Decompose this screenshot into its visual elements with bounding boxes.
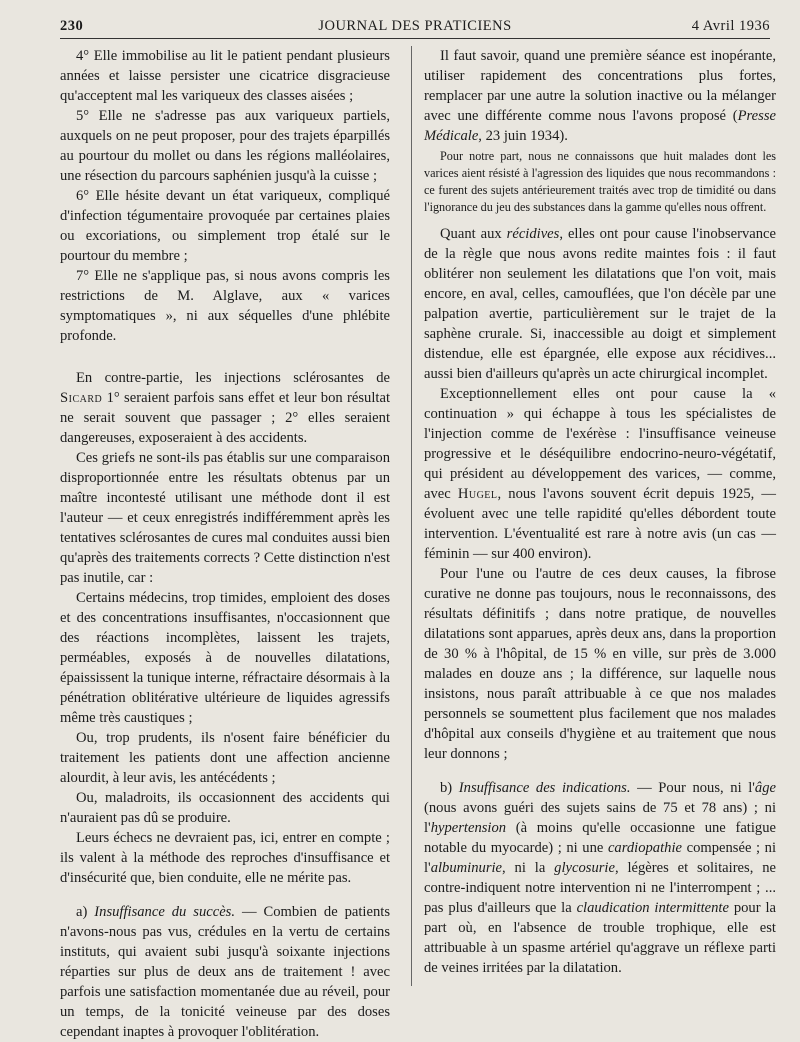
left-column <box>60 46 390 1042</box>
paragraph: Ou, trop prudents, ils n'osent faire bénéficier du traitement les patients dont une affection ancienne alourdit, à leur avis, les antécédents ; <box>60 730 390 786</box>
paragraph: Quant aux récidives, elles ont pour cause l'inobservance de la règle que nous avons redite maintes fois : il faut oblitérer non seulement les dilatations que l'on voit, mais encore, en aval, celles, camouflées, que l'on décèle par une palpation avertie, particulièrement sur le trajet de la saphène crurale. Si, inaccessible au doigt et simplement distendue, elle est épargnée, elle expose aux récidives... aussi bien d'ailleurs qu'après un acte chirurgical incomplet. <box>424 226 776 382</box>
paragraph: a) Insuffisance du succès. — Combien de patients n'avons-nous pas vus, crédules en la vertu de certains instituts, qui avaient subi jusqu'à soixante injections réparties sur plus de deux ans de traitement ! avec parfois une satisfaction momentanée due au réveil, pour un temps, de la tonicité veineuse par des doses cependant inaptes à provoquer l'oblitération. <box>60 904 390 1040</box>
paragraph: 7° Elle ne s'applique pas, si nous avons compris les restrictions de M. Alglave, aux « varices symptomatiques », ni aux séquelles d'une phlébite profonde. <box>60 268 390 344</box>
issue-date: 4 Avril 1936 <box>691 18 770 34</box>
paragraph: 5° Elle ne s'adresse pas aux variqueux partiels, auxquels on ne peut proposer, pour des trajets éparpillés au pourtour du mollet ou dans les régions malléolaires, une résection du parcours saphénien jusqu'à la cuisse ; <box>60 108 390 184</box>
paragraph: 4° Elle immobilise au lit le patient pendant plusieurs années et laisse persister une cicatrice disgracieuse qu'acceptent mal les variqueux des classes aisées ; <box>60 48 390 104</box>
column-divider <box>411 46 412 986</box>
section-title: Insuffisance des indications. <box>458 780 631 796</box>
right-column <box>424 46 776 978</box>
page-number: 230 <box>60 18 84 34</box>
section-title: Insuffisance du succès. <box>94 904 235 920</box>
citation: Presse Médicale <box>424 108 776 144</box>
paragraph: Certains médecins, trop timides, emploient des doses et des concentrations insuffisantes, n'occasionnent que des réactions incomplètes, laissent les trajets, perméables, exposés à de nouvelles dilatations, épaississent la tunique interne, réfractaire désormais à la pénétration oblitérative ultérieure de liquides agressifs même très caustiques ; <box>60 590 390 726</box>
paragraph: Ou, maladroits, ils occasionnent des accidents qui n'auraient pas dû se produire. <box>60 790 390 826</box>
author-name: Hugel <box>457 486 498 502</box>
author-name: Sicard <box>60 390 103 406</box>
paragraph: b) Insuffisance des indications. — Pour nous, ni l'âge (nous avons guéri des sujets sains de 75 et 78 ans) ; ni l'hypertension (à moins qu'elle occasionne une fatigue notable du myocarde) ; ni une cardiopathie compensée ; ni l'albuminurie, ni la glycosurie, légères et solitaires, ne contre-indiquent notre intervention ni ne l'interrompent ; ... pas plus d'ailleurs que la claudication intermittente pour la part où, en l'absence de trouble trophique, elle est attribuable à un spasme artériel qu'aggrave un réflexe parti de veines irritées par la dilatation. <box>424 780 777 976</box>
paragraph: Il faut savoir, quand une première séance est inopérante, utiliser rapidement des concentrations plus fortes, remplacer par une autre la solution inactive ou la mélanger avec une différente comme nous l'avons proposé (Presse Médicale, 23 juin 1934). <box>424 48 776 144</box>
paragraph: Exceptionnellement elles ont pour cause la « continuation » qui échappe à tous les spécialistes de l'injection comme de l'exérèse : l'insuffisance veineuse progressive et le déséquilibre endocrino-neuro-végétatif, qui président au développement des varices, — comme, avec Hugel, nous l'avons souvent écrit depuis 1925, — évoluent avec une telle rapidité qu'elles débordent toute intervention. L'éventualité est rare à notre avis (un cas — féminin — sur 400 environ). <box>424 386 776 562</box>
journal-title: JOURNAL DES PRATICIENS <box>318 18 512 34</box>
running-header <box>60 14 770 36</box>
small-paragraph: Pour notre part, nous ne connaissons que huit malades dont les varices aient résisté à l'agression des liquides que nous recommandons : ce furent des sujets antérieurement traités avec trop de timidité ou dans l'ignorance du jeu des substances dans la gamme qu'elles nous offrent. <box>424 149 776 214</box>
paragraph: 6° Elle hésite devant un état variqueux, compliqué d'infection tégumentaire provoquée par certaines plaies ou excoriations, ou simplement trop étalé sur le pourtour du membre ; <box>60 188 390 264</box>
paragraph: En contre-partie, les injections sclérosantes de Sicard 1° seraient parfois sans effet et leur bon résultat ne serait souvent que passager ; 2° elles seraient dangereuses, exposeraient à des accidents. <box>60 370 390 446</box>
paragraph: Ces griefs ne sont-ils pas établis sur une comparaison disproportionnée entre les résultats obtenus par un maître incontesté utilisant une méthode dont il est l'auteur — et ceux enregistrés indifféremment après les tentatives sclérosantes de cures mal conduites aussi bien qu'après des traitements corrects ? Cette distinction n'est pas inutile, car : <box>60 450 390 586</box>
paragraph: Leurs échecs ne devraient pas, ici, entrer en compte ; ils valent à la méthode des reproches d'insuffisance et d'insécurité que, bien conduite, elle ne mérite pas. <box>60 830 390 886</box>
header-rule <box>60 38 770 39</box>
paragraph: Pour l'une ou l'autre de ces deux causes, la fibrose curative ne donne pas toujours, nous le reconnaissons, des résultats définitifs ; dans notre pratique, de nouvelles dilatations sont apparues, après deux ans, dans la proportion de 30 % à l'hôpital, de 15 % en ville, sur près de 3.000 malades en douze ans ; la différence, sur laquelle nous insistons, nous paraît attribuable à ce que nos malades personnels se soumettent plus facilement que nos malades d'hôpital aux conseils d'hygiène et au traitement que nous leur donnons ; <box>424 566 776 762</box>
